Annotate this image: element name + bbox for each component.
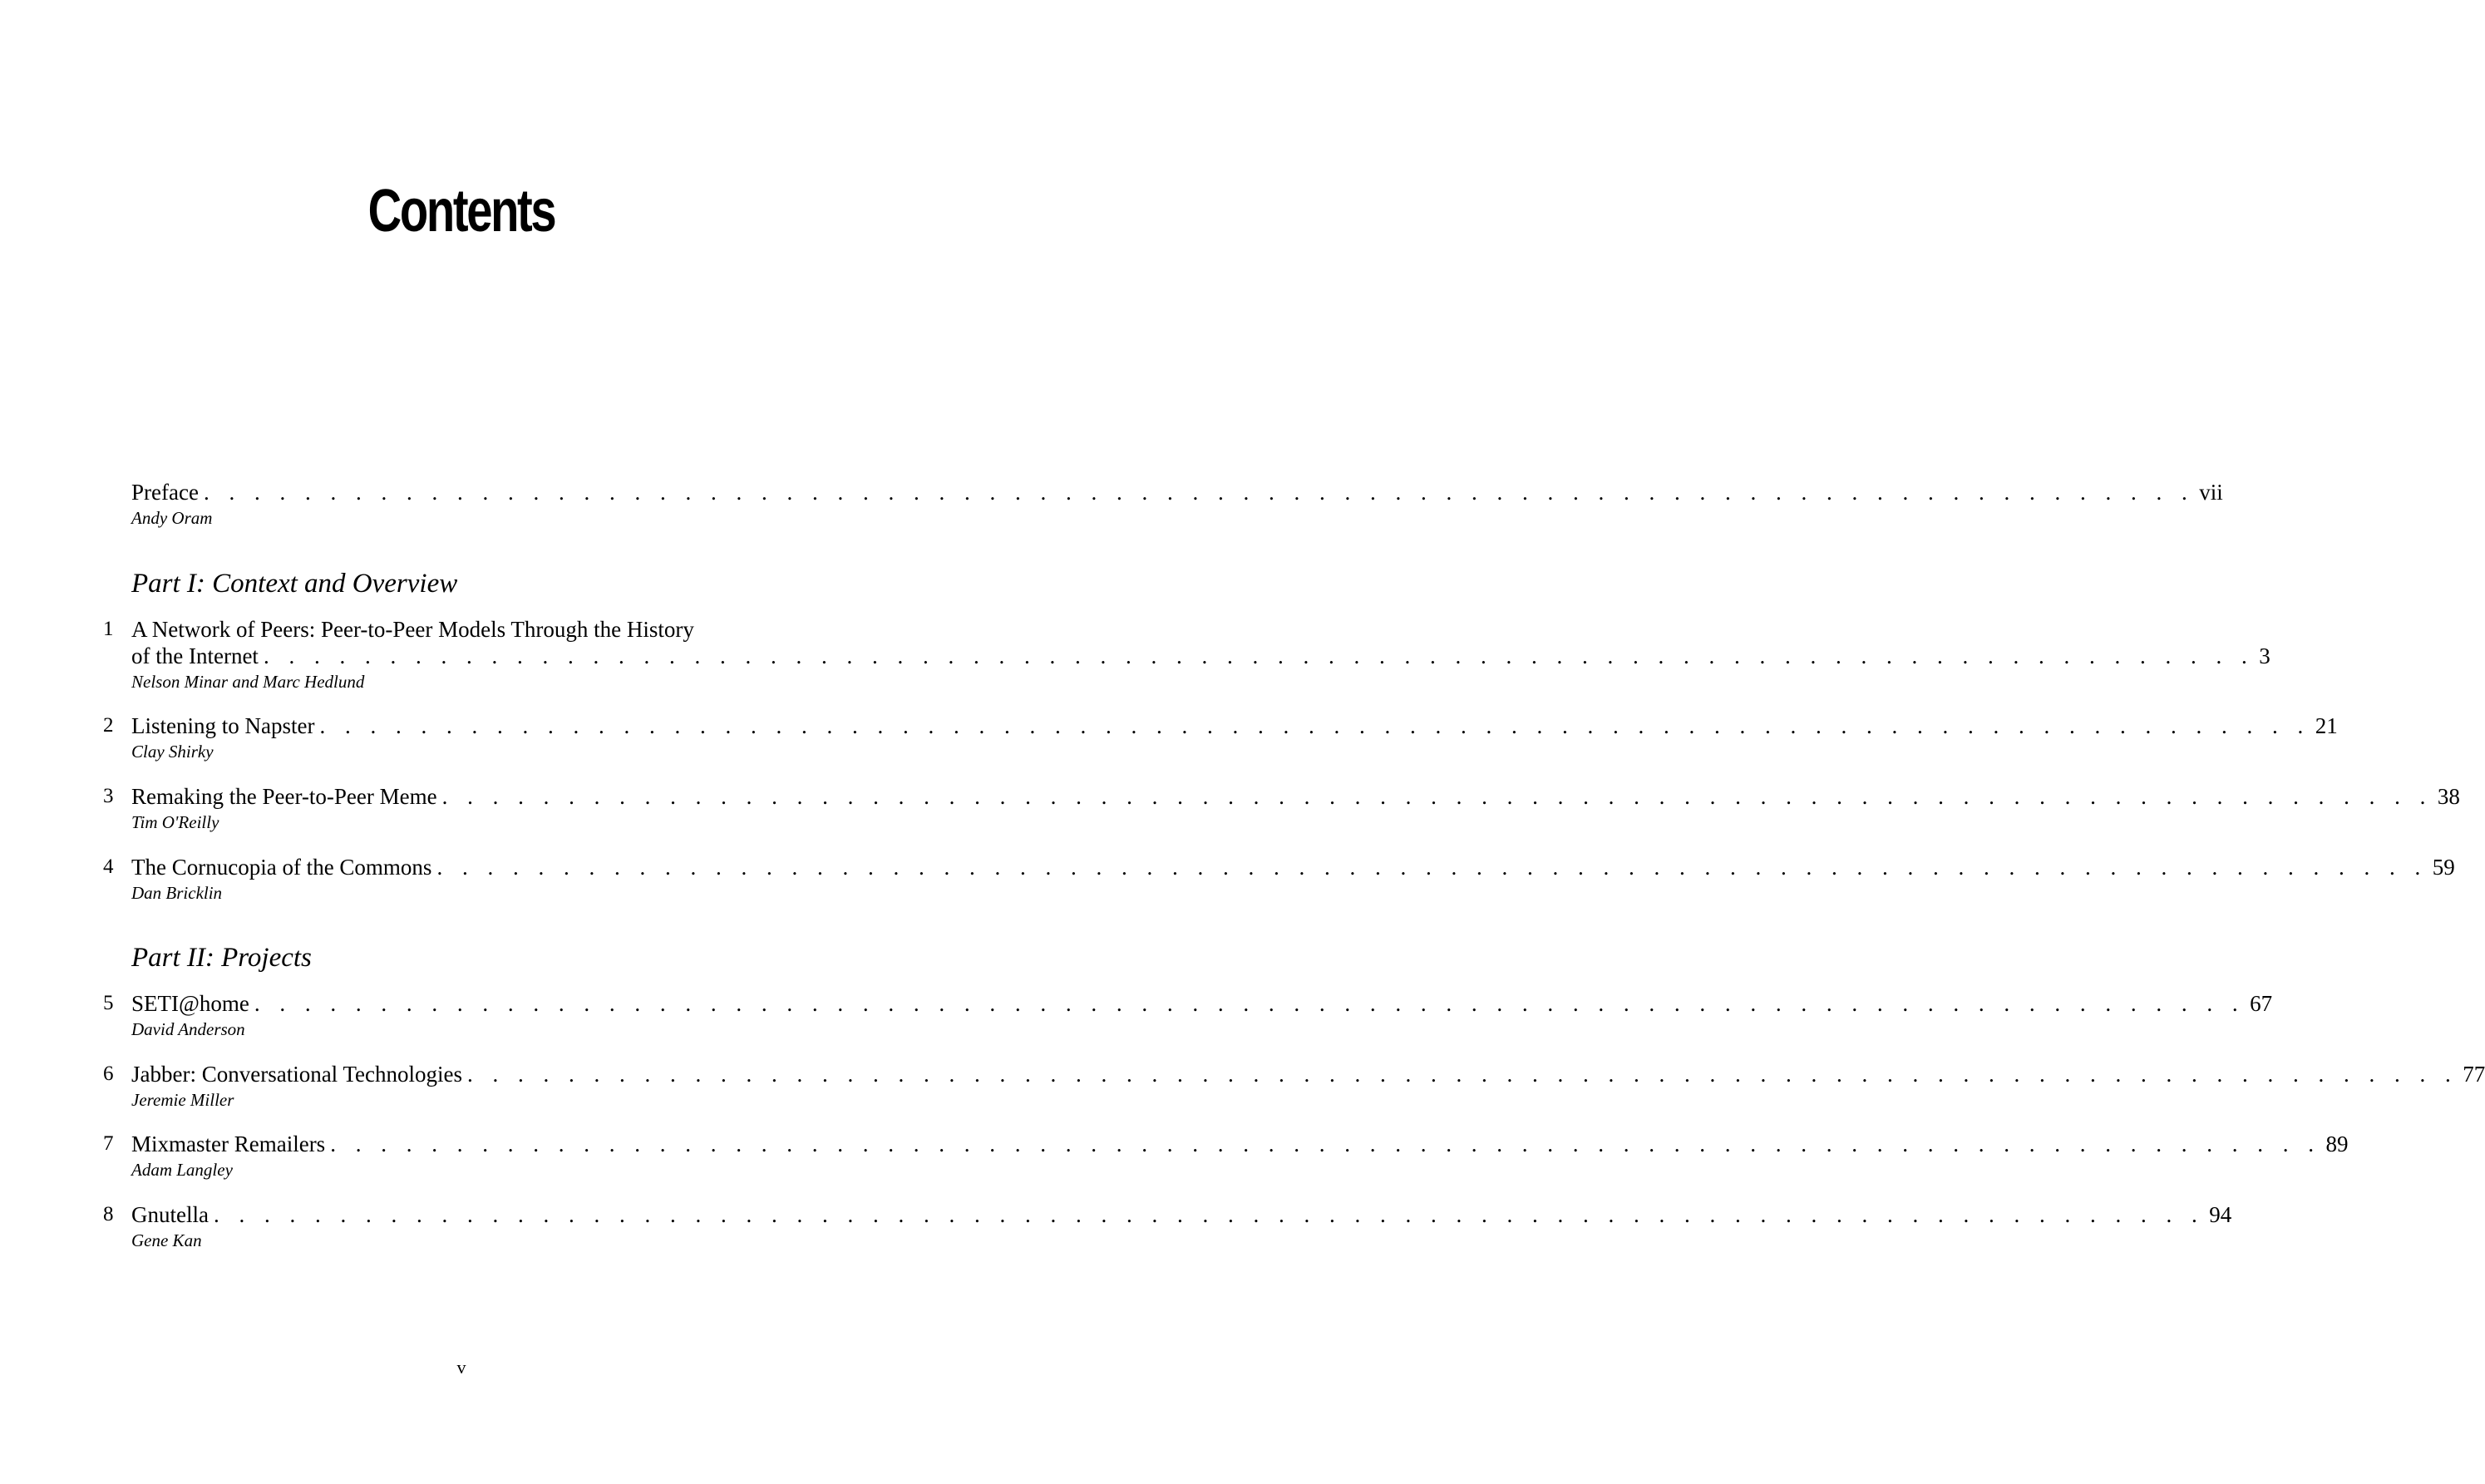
toc-entry-title-line1: A Network of Peers: Peer-to-Peer Models Through the History (131, 617, 694, 642)
dot-leader: . . . . . . . . . . . . . . . . . . . . . . . . . . . . . . . . . . . . . . . . . . . . . . . . . . . . . . . . . . . . . . . . . . . . . . . . . . . . . . . (254, 991, 2246, 1016)
toc-entry-page: 38 (2437, 784, 2460, 809)
toc-entry-line (131, 990, 2273, 1017)
toc-entry-line (131, 1131, 2349, 1157)
toc-entry-author: Nelson Minar and Marc Hedlund (131, 672, 365, 692)
dot-leader: . . . . . . . . . . . . . . . . . . . . . . . . . . . . . . . . . . . . . . . . . . . . . . . . . . . . . . . . . . . . . . . . . . . . . . . . . . . . . . . (436, 855, 2428, 880)
dot-leader: . . . . . . . . . . . . . . . . . . . . . . . . . . . . . . . . . . . . . . . . . . . . . . . . . . . . . . . . . . . . . . . . . . . . . . . . . . . . . . . (213, 1202, 2205, 1227)
dot-leader: . . . . . . . . . . . . . . . . . . . . . . . . . . . . . . . . . . . . . . . . . . . . . . . . . . . . . . . . . . . . . . . . . . . . . . . . . . . . . . . (467, 1062, 2458, 1087)
part-heading: Part I: Context and Overview (131, 569, 458, 599)
page-title: Contents (367, 178, 555, 244)
toc-entry-page: vii (2199, 480, 2223, 505)
toc-entry-line (131, 1061, 2485, 1087)
toc-entry-number: 3 (103, 785, 114, 807)
toc-entry-page: 67 (2250, 991, 2273, 1016)
part-heading: Part II: Projects (131, 943, 312, 973)
toc-entry-author: Adam Langley (131, 1160, 233, 1180)
toc-entry-title: of the Internet (131, 643, 259, 668)
toc-entry-author: Dan Bricklin (131, 883, 223, 903)
toc-entry-number: 5 (103, 992, 114, 1014)
toc-entry-page: 77 (2463, 1062, 2485, 1087)
dot-leader: . . . . . . . . . . . . . . . . . . . . . . . . . . . . . . . . . . . . . . . . . . . . . . . . . . . . . . . . . . . . . . . . . . . . . . . . . . . . . . . (203, 480, 2195, 505)
toc-entry-title: Preface (131, 480, 199, 505)
toc-entry-title: Remaking the Peer-to-Peer Meme (131, 784, 437, 809)
toc-entry-title: Mixmaster Remailers (131, 1131, 326, 1156)
toc-entry-number: 2 (103, 714, 114, 737)
toc-entry-author: Clay Shirky (131, 742, 214, 762)
toc-entry-author: Tim O'Reilly (131, 812, 219, 832)
dot-leader: . . . . . . . . . . . . . . . . . . . . . . . . . . . . . . . . . . . . . . . . . . . . . . . . . . . . . . . . . . . . . . . . . . . . . . . . . . . . . . . (319, 713, 2310, 738)
toc-entry-line (131, 643, 2271, 669)
toc-entry-number: 8 (103, 1203, 114, 1225)
toc-entry-page: 94 (2209, 1202, 2232, 1227)
page-number-folio: v (456, 1357, 466, 1378)
toc-entry-author: Gene Kan (131, 1230, 202, 1250)
toc-entry-page: 21 (2315, 713, 2338, 738)
toc-entry-title: Listening to Napster (131, 713, 315, 738)
toc-entry-author: David Anderson (131, 1019, 245, 1039)
dot-leader: . . . . . . . . . . . . . . . . . . . . . . . . . . . . . . . . . . . . . . . . . . . . . . . . . . . . . . . . . . . . . . . . . . . . . . . . . . . . . . . (330, 1131, 2321, 1156)
toc-entry-line (131, 1201, 2232, 1228)
toc-entry-number: 6 (103, 1062, 114, 1085)
toc-entry-number: 7 (103, 1132, 114, 1155)
toc-entry-page: 3 (2259, 643, 2271, 668)
toc-entry-line (131, 479, 2223, 505)
toc-entry-author: Jeremie Miller (131, 1090, 234, 1110)
toc-entry-page: 89 (2325, 1131, 2349, 1156)
dot-leader: . . . . . . . . . . . . . . . . . . . . . . . . . . . . . . . . . . . . . . . . . . . . . . . . . . . . . . . . . . . . . . . . . . . . . . . . . . . . . . . (263, 643, 2255, 668)
toc-entry-line (131, 854, 2455, 880)
toc-entry-title: Gnutella (131, 1202, 209, 1227)
toc-entry-line (131, 783, 2460, 810)
toc-entry-line (131, 712, 2338, 739)
toc-entry-title: Jabber: Conversational Technologies (131, 1062, 463, 1087)
toc-entry-title: SETI@home (131, 991, 249, 1016)
toc-entry-author: Andy Oram (131, 508, 213, 528)
dot-leader: . . . . . . . . . . . . . . . . . . . . . . . . . . . . . . . . . . . . . . . . . . . . . . . . . . . . . . . . . . . . . . . . . . . . . . . . . . . . . . . (441, 784, 2433, 809)
toc-entry-page: 59 (2432, 855, 2455, 880)
toc-entry-title: The Cornucopia of the Commons (131, 855, 432, 880)
toc-entry-number: 1 (103, 618, 114, 640)
toc-entry-number: 4 (103, 855, 114, 878)
